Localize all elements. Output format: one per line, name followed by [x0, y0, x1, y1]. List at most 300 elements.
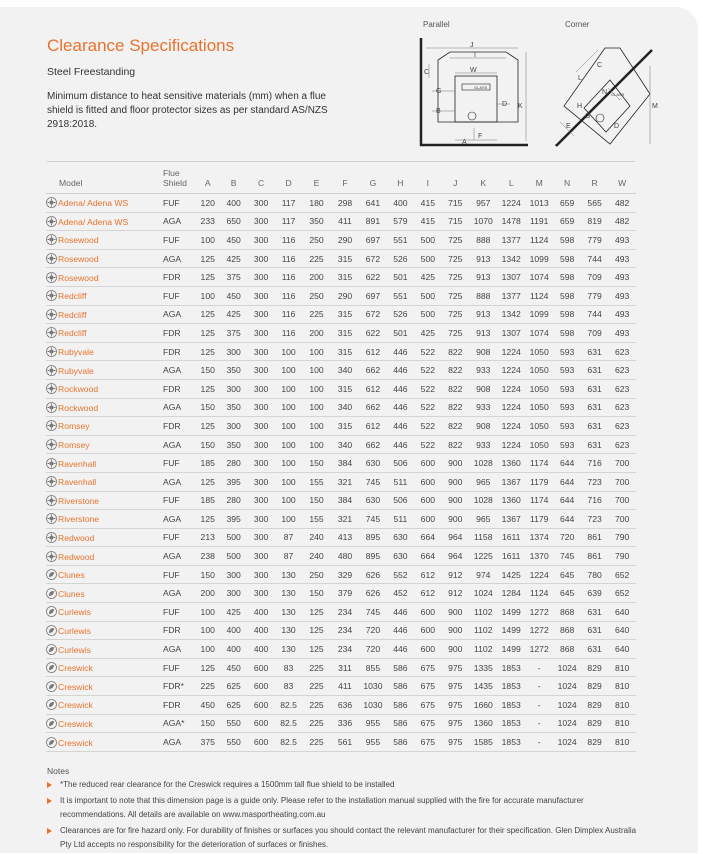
value-cell-K: 1158 — [469, 528, 497, 547]
page-title: Clearance Specifications — [47, 36, 235, 55]
value-cell-M: 1124 — [525, 584, 553, 603]
value-cell-K: 888 — [469, 286, 497, 305]
value-cell-B: 350 — [220, 398, 247, 417]
value-cell-B: 425 — [220, 603, 247, 622]
value-cell-J: 725 — [442, 305, 469, 324]
model-cell — [46, 584, 163, 603]
value-cell-E: 200 — [302, 324, 330, 343]
table-row — [46, 305, 636, 324]
value-cell-J: 975 — [442, 696, 469, 715]
value-cell-G: 630 — [359, 454, 386, 473]
value-cell-J: 964 — [442, 528, 469, 547]
flue-shield-cell: AGA — [163, 584, 196, 603]
value-cell-W: 700 — [608, 491, 636, 510]
value-cell-H: 400 — [387, 194, 414, 213]
value-cell-L: 1342 — [498, 305, 525, 324]
value-cell-N: 1024 — [553, 658, 580, 677]
value-cell-M: 1272 — [525, 640, 553, 659]
value-cell-M: 1179 — [525, 472, 553, 491]
value-cell-N: 644 — [553, 454, 580, 473]
table-row — [46, 286, 636, 305]
value-cell-M: 1050 — [525, 379, 553, 398]
value-cell-C: 600 — [247, 677, 274, 696]
value-cell-G: 612 — [359, 417, 386, 436]
value-cell-G: 895 — [359, 547, 386, 566]
value-cell-B: 400 — [220, 621, 247, 640]
value-cell-M: 1191 — [525, 212, 553, 231]
value-cell-C: 300 — [247, 286, 274, 305]
value-cell-E: 100 — [302, 379, 330, 398]
value-cell-F: 413 — [331, 528, 359, 547]
value-cell-B: 375 — [220, 324, 247, 343]
flue-shield-cell: FUF — [163, 565, 196, 584]
value-cell-W: 493 — [608, 305, 636, 324]
value-cell-J: 822 — [442, 398, 469, 417]
note-item — [47, 794, 647, 822]
value-cell-M: 1224 — [525, 565, 553, 584]
value-cell-R: 861 — [581, 547, 608, 566]
value-cell-B: 400 — [220, 194, 247, 213]
table-row — [46, 194, 636, 213]
value-cell-L: 1377 — [498, 231, 525, 250]
value-cell-B: 625 — [220, 696, 247, 715]
value-cell-N: 593 — [553, 342, 580, 361]
value-cell-M: 1174 — [525, 491, 553, 510]
leaf-icon — [46, 718, 57, 729]
value-cell-A: 150 — [196, 361, 220, 380]
value-cell-H: 630 — [387, 528, 414, 547]
bullet-arrow-icon — [47, 782, 52, 788]
value-cell-N: 598 — [553, 324, 580, 343]
table-row — [46, 212, 636, 231]
value-cell-F: 311 — [331, 658, 359, 677]
model-name: Rockwood — [58, 402, 99, 413]
value-cell-J: 900 — [442, 491, 469, 510]
value-cell-D: 87 — [275, 528, 302, 547]
value-cell-J: 900 — [442, 603, 469, 622]
label-A: A — [462, 139, 467, 146]
value-cell-C: 300 — [247, 249, 274, 268]
value-cell-C: 300 — [247, 231, 274, 250]
value-cell-H: 446 — [387, 603, 414, 622]
value-cell-M: 1074 — [525, 268, 553, 287]
value-cell-F: 234 — [331, 640, 359, 659]
value-cell-R: 829 — [581, 677, 608, 696]
value-cell-L: 1853 — [498, 677, 525, 696]
value-cell-R: 631 — [581, 640, 608, 659]
model-name: Creswick — [58, 737, 93, 748]
model-cell — [46, 435, 163, 454]
value-cell-E: 100 — [302, 435, 330, 454]
value-cell-C: 300 — [247, 565, 274, 584]
table-row — [46, 472, 636, 491]
value-cell-N: 593 — [553, 398, 580, 417]
value-cell-K: 974 — [469, 565, 497, 584]
value-cell-W: 623 — [608, 417, 636, 436]
value-cell-H: 579 — [387, 212, 414, 231]
value-cell-A: 125 — [196, 249, 220, 268]
value-cell-K: 1435 — [469, 677, 497, 696]
value-cell-W: 652 — [608, 565, 636, 584]
value-cell-G: 672 — [359, 249, 386, 268]
model-cell — [46, 658, 163, 677]
value-cell-B: 450 — [220, 286, 247, 305]
value-cell-A: 200 — [196, 584, 220, 603]
table-row — [46, 584, 636, 603]
model-cell — [46, 677, 163, 696]
label-N: N — [602, 89, 608, 96]
header-col-J: J — [442, 168, 469, 194]
value-cell-E: 240 — [302, 547, 330, 566]
value-cell-D: 116 — [275, 286, 302, 305]
value-cell-M: 1050 — [525, 361, 553, 380]
value-cell-L: 1611 — [498, 528, 525, 547]
model-cell — [46, 249, 163, 268]
label-I: I — [474, 52, 476, 59]
value-cell-E: 240 — [302, 528, 330, 547]
value-cell-N: 645 — [553, 565, 580, 584]
model-cell — [46, 603, 163, 622]
value-cell-R: 631 — [581, 435, 608, 454]
value-cell-L: 1307 — [498, 324, 525, 343]
value-cell-I: 612 — [414, 565, 441, 584]
value-cell-B: 300 — [220, 342, 247, 361]
value-cell-A: 120 — [196, 194, 220, 213]
value-cell-E: 250 — [302, 565, 330, 584]
header-col-G: G — [359, 168, 386, 194]
leaf-icon — [46, 662, 57, 673]
table-row — [46, 417, 636, 436]
flame-icon — [46, 495, 57, 506]
value-cell-W: 623 — [608, 361, 636, 380]
value-cell-F: 315 — [331, 379, 359, 398]
value-cell-C: 300 — [247, 398, 274, 417]
value-cell-B: 280 — [220, 491, 247, 510]
value-cell-G: 672 — [359, 305, 386, 324]
value-cell-G: 745 — [359, 472, 386, 491]
note-text: It is important to note that this dimension page is a guide only. Please refer to the installation manual supplied with the fire for accurate manufacturer recommendations. All details are available on www.masportheating.com.au — [60, 796, 584, 819]
table-row — [46, 603, 636, 622]
value-cell-C: 300 — [247, 361, 274, 380]
value-cell-N: 868 — [553, 603, 580, 622]
value-cell-D: 100 — [275, 472, 302, 491]
value-cell-C: 300 — [247, 212, 274, 231]
header-col-L: L — [498, 168, 525, 194]
value-cell-R: 744 — [581, 305, 608, 324]
model-cell — [46, 417, 163, 436]
value-cell-B: 450 — [220, 658, 247, 677]
value-cell-F: 298 — [331, 194, 359, 213]
value-cell-L: 1224 — [498, 435, 525, 454]
flue-shield-cell: AGA — [163, 212, 196, 231]
leaf-icon — [46, 644, 57, 655]
value-cell-I: 600 — [414, 603, 441, 622]
value-cell-G: 697 — [359, 231, 386, 250]
model-name: Riverstone — [58, 495, 100, 506]
flue-shield-cell: FDR* — [163, 677, 196, 696]
value-cell-I: 415 — [414, 194, 441, 213]
value-cell-W: 790 — [608, 528, 636, 547]
value-cell-G: 720 — [359, 621, 386, 640]
value-cell-F: 321 — [331, 472, 359, 491]
model-cell — [46, 324, 163, 343]
value-cell-G: 622 — [359, 324, 386, 343]
model-cell — [46, 510, 163, 529]
glass-logo: GLASS — [611, 92, 625, 97]
value-cell-C: 300 — [247, 584, 274, 603]
value-cell-B: 550 — [220, 714, 247, 733]
value-cell-N: 598 — [553, 305, 580, 324]
value-cell-I: 600 — [414, 472, 441, 491]
value-cell-N: 1024 — [553, 677, 580, 696]
value-cell-J: 900 — [442, 621, 469, 640]
model-name: Romsey — [58, 421, 90, 432]
value-cell-G: 1030 — [359, 696, 386, 715]
table-row — [46, 398, 636, 417]
value-cell-A: 125 — [196, 305, 220, 324]
value-cell-G: 745 — [359, 603, 386, 622]
value-cell-D: 82.5 — [275, 714, 302, 733]
value-cell-F: 321 — [331, 510, 359, 529]
leaf-icon — [46, 737, 57, 748]
value-cell-E: 225 — [302, 696, 330, 715]
flame-icon — [46, 272, 57, 283]
value-cell-W: 623 — [608, 342, 636, 361]
model-name: Curlewis — [58, 625, 91, 636]
model-name: Ravenhall — [58, 458, 97, 469]
value-cell-D: 117 — [275, 194, 302, 213]
value-cell-J: 975 — [442, 714, 469, 733]
value-cell-H: 446 — [387, 435, 414, 454]
value-cell-W: 652 — [608, 584, 636, 603]
value-cell-B: 350 — [220, 361, 247, 380]
value-cell-N: 644 — [553, 510, 580, 529]
value-cell-M: - — [525, 714, 553, 733]
value-cell-B: 395 — [220, 472, 247, 491]
value-cell-N: 593 — [553, 417, 580, 436]
note-text: Clearances are for fire hazard only. For durability of finishes or surfaces you should contact the relevant manufacturer for their specification. Glen Dimplex Australia Pty Ltd accepts no responsibility for the deterioration of surfaces or finishes. — [60, 826, 637, 849]
value-cell-E: 225 — [302, 305, 330, 324]
value-cell-A: 125 — [196, 658, 220, 677]
value-cell-N: 593 — [553, 379, 580, 398]
value-cell-E: 225 — [302, 249, 330, 268]
label-G: G — [436, 88, 442, 95]
model-name: Redcliff — [58, 291, 87, 302]
value-cell-G: 855 — [359, 658, 386, 677]
value-cell-D: 116 — [275, 249, 302, 268]
model-cell — [46, 621, 163, 640]
table-row — [46, 510, 636, 529]
value-cell-B: 500 — [220, 547, 247, 566]
flue-shield-cell: FUF — [163, 491, 196, 510]
value-cell-L: 1342 — [498, 249, 525, 268]
value-cell-L: 1307 — [498, 268, 525, 287]
value-cell-I: 600 — [414, 621, 441, 640]
value-cell-C: 600 — [247, 658, 274, 677]
header-col-R: R — [581, 168, 608, 194]
value-cell-E: 125 — [302, 603, 330, 622]
value-cell-C: 300 — [247, 324, 274, 343]
value-cell-F: 329 — [331, 565, 359, 584]
corner-label: Corner — [565, 20, 590, 29]
value-cell-N: 745 — [553, 547, 580, 566]
header-col-B: B — [220, 168, 247, 194]
model-name: Creswick — [58, 681, 93, 692]
table-row — [46, 565, 636, 584]
note-item — [47, 778, 647, 792]
model-name: Curlewis — [58, 644, 91, 655]
value-cell-R: 723 — [581, 472, 608, 491]
flue-shield-cell: FDR — [163, 417, 196, 436]
value-cell-F: 384 — [331, 491, 359, 510]
value-cell-G: 662 — [359, 435, 386, 454]
value-cell-F: 290 — [331, 286, 359, 305]
model-name: Rosewood — [58, 235, 99, 246]
model-cell — [46, 472, 163, 491]
value-cell-W: 640 — [608, 621, 636, 640]
value-cell-M: 1050 — [525, 417, 553, 436]
table-row — [46, 231, 636, 250]
parallel-label: Parallel — [423, 20, 450, 29]
model-cell — [46, 565, 163, 584]
value-cell-G: 622 — [359, 268, 386, 287]
value-cell-A: 150 — [196, 714, 220, 733]
value-cell-H: 586 — [387, 714, 414, 733]
flue-shield-cell: AGA — [163, 435, 196, 454]
flue-shield-cell: FDR — [163, 696, 196, 715]
flame-icon — [46, 439, 57, 450]
value-cell-M: 1272 — [525, 603, 553, 622]
value-cell-F: 480 — [331, 547, 359, 566]
model-cell — [46, 696, 163, 715]
value-cell-A: 185 — [196, 491, 220, 510]
model-name: Rubyvale — [58, 347, 94, 358]
value-cell-B: 300 — [220, 417, 247, 436]
header-col-W: W — [608, 168, 636, 194]
value-cell-H: 446 — [387, 640, 414, 659]
value-cell-G: 895 — [359, 528, 386, 547]
label-D: D — [614, 123, 620, 130]
value-cell-W: 700 — [608, 454, 636, 473]
value-cell-H: 446 — [387, 361, 414, 380]
value-cell-J: 725 — [442, 268, 469, 287]
value-cell-N: 598 — [553, 231, 580, 250]
value-cell-F: 411 — [331, 677, 359, 696]
value-cell-K: 888 — [469, 231, 497, 250]
value-cell-R: 716 — [581, 491, 608, 510]
value-cell-K: 965 — [469, 510, 497, 529]
value-cell-C: 300 — [247, 454, 274, 473]
value-cell-J: 822 — [442, 417, 469, 436]
model-name: Ravenhall — [58, 477, 97, 488]
value-cell-N: 644 — [553, 472, 580, 491]
value-cell-I: 522 — [414, 398, 441, 417]
value-cell-K: 1585 — [469, 733, 497, 752]
value-cell-I: 600 — [414, 640, 441, 659]
label-C: C — [424, 69, 430, 76]
value-cell-A: 213 — [196, 528, 220, 547]
value-cell-J: 822 — [442, 379, 469, 398]
value-cell-A: 233 — [196, 212, 220, 231]
model-name: Riverstone — [58, 514, 100, 525]
intro-text: Minimum distance to heat sensitive materials (mm) when a flue shield is fitted and floor protector sizes as per standard AS/NZS 2918:2018. — [47, 91, 328, 130]
value-cell-J: 725 — [442, 286, 469, 305]
value-cell-A: 375 — [196, 733, 220, 752]
model-cell — [46, 398, 163, 417]
value-cell-B: 300 — [220, 379, 247, 398]
value-cell-G: 720 — [359, 640, 386, 659]
value-cell-J: 964 — [442, 547, 469, 566]
flue-shield-cell: FDR — [163, 379, 196, 398]
value-cell-C: 300 — [247, 547, 274, 566]
value-cell-F: 315 — [331, 249, 359, 268]
value-cell-F: 379 — [331, 584, 359, 603]
value-cell-K: 1024 — [469, 584, 497, 603]
value-cell-I: 664 — [414, 528, 441, 547]
value-cell-I: 675 — [414, 658, 441, 677]
value-cell-F: 315 — [331, 305, 359, 324]
label-G: G — [585, 113, 591, 120]
value-cell-W: 493 — [608, 249, 636, 268]
value-cell-C: 300 — [247, 342, 274, 361]
value-cell-I: 415 — [414, 212, 441, 231]
value-cell-A: 100 — [196, 231, 220, 250]
flue-shield-cell: FUF — [163, 286, 196, 305]
flue-shield-cell: FUF — [163, 658, 196, 677]
table-row — [46, 342, 636, 361]
value-cell-D: 116 — [275, 268, 302, 287]
value-cell-I: 522 — [414, 379, 441, 398]
value-cell-M: - — [525, 696, 553, 715]
model-name: Adena/ Adena WS — [58, 216, 129, 227]
value-cell-W: 810 — [608, 677, 636, 696]
value-cell-L: 1367 — [498, 510, 525, 529]
value-cell-K: 965 — [469, 472, 497, 491]
value-cell-E: 100 — [302, 398, 330, 417]
flue-shield-cell: FUF — [163, 528, 196, 547]
value-cell-L: 1224 — [498, 398, 525, 417]
value-cell-R: 716 — [581, 454, 608, 473]
value-cell-D: 100 — [275, 454, 302, 473]
value-cell-D: 116 — [275, 324, 302, 343]
value-cell-D: 116 — [275, 305, 302, 324]
value-cell-C: 600 — [247, 733, 274, 752]
value-cell-F: 561 — [331, 733, 359, 752]
model-cell — [46, 640, 163, 659]
value-cell-M: 1099 — [525, 249, 553, 268]
model-cell — [46, 194, 163, 213]
value-cell-A: 100 — [196, 621, 220, 640]
value-cell-A: 125 — [196, 324, 220, 343]
value-cell-R: 631 — [581, 603, 608, 622]
value-cell-D: 82.5 — [275, 733, 302, 752]
model-cell — [46, 268, 163, 287]
value-cell-R: 829 — [581, 696, 608, 715]
value-cell-M: 1099 — [525, 305, 553, 324]
value-cell-G: 626 — [359, 565, 386, 584]
value-cell-E: 180 — [302, 194, 330, 213]
value-cell-H: 511 — [387, 472, 414, 491]
notes-list — [47, 778, 647, 854]
value-cell-E: 100 — [302, 361, 330, 380]
header-col-N: N — [553, 168, 580, 194]
value-cell-C: 600 — [247, 696, 274, 715]
model-cell — [46, 286, 163, 305]
value-cell-K: 908 — [469, 417, 497, 436]
value-cell-G: 955 — [359, 714, 386, 733]
model-name: Creswick — [58, 663, 93, 674]
value-cell-H: 501 — [387, 268, 414, 287]
